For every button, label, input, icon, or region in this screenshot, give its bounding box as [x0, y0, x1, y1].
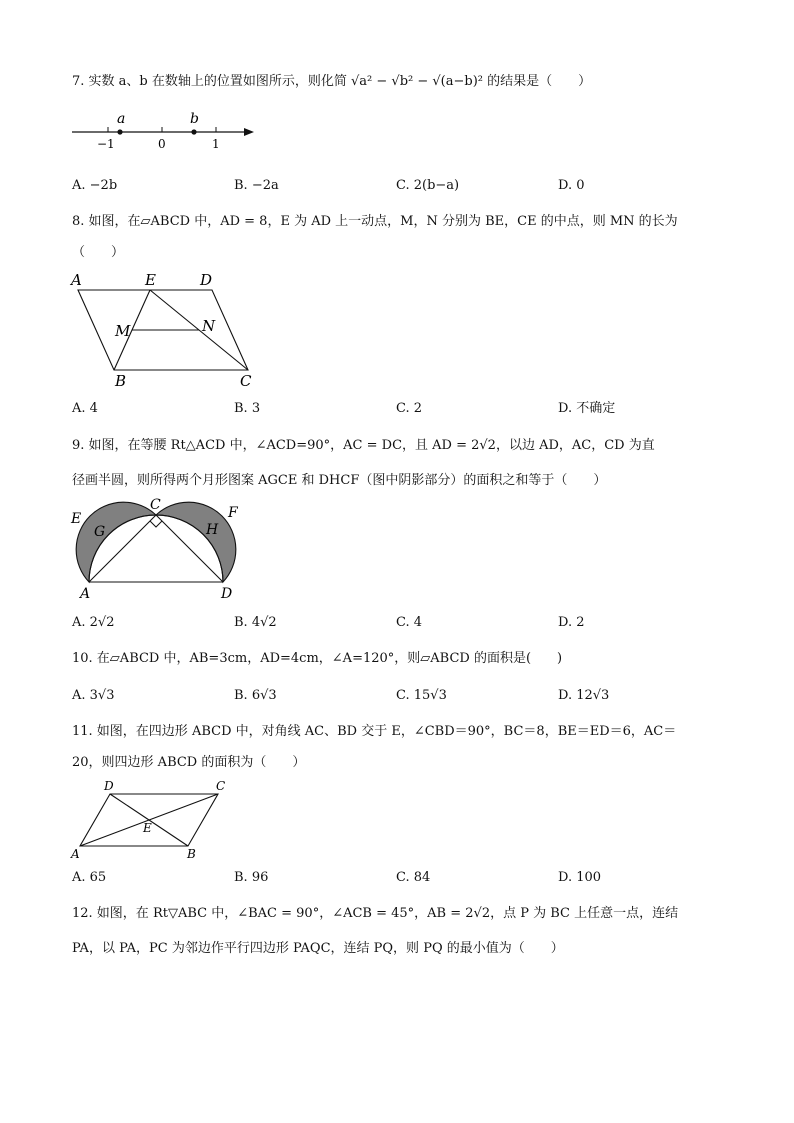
q7-stem: 7. 实数 a、b 在数轴上的位置如图所示，则化简 √a² − √b² − √(a−b)² 的结果是（ ）	[72, 74, 592, 89]
q10-stem: 10. 在▱ABCD 中，AB=3cm，AD=4cm，∠A=120°，则▱ABCD 的面积是( )	[72, 651, 563, 666]
svg-text:A: A	[80, 586, 91, 602]
q10-option-d[interactable]: D. 12√3	[558, 688, 610, 703]
q8-stem-line2: （ ）	[72, 245, 125, 260]
svg-text:C: C	[216, 779, 226, 793]
tick-label-minus1: −1	[97, 137, 115, 151]
q11-stem-line2: 20，则四边形 ABCD 的面积为（ ）	[72, 755, 306, 770]
q9-option-b[interactable]: B. 4√2	[234, 615, 277, 630]
q9-stem-line1: 9. 如图，在等腰 Rt△ACD 中，∠ACD=90°，AC = DC，且 AD = 2√2，以边 AD，AC，CD 为直	[72, 438, 655, 453]
q7-option-b[interactable]: B. −2a	[234, 178, 279, 193]
tick-label-1: 1	[212, 137, 220, 151]
svg-text:A: A	[71, 847, 80, 861]
svg-text:D: D	[221, 586, 233, 602]
q10-option-b[interactable]: B. 6√3	[234, 688, 277, 703]
q9-lune-figure	[66, 494, 256, 604]
q8-parallelogram-figure	[68, 268, 268, 393]
svg-text:M: M	[115, 322, 131, 340]
svg-text:N: N	[202, 317, 216, 335]
q11-option-a[interactable]: A. 65	[72, 870, 107, 885]
svg-text:B: B	[187, 847, 196, 861]
q10-option-a[interactable]: A. 3√3	[72, 688, 115, 703]
point-b	[191, 129, 196, 134]
svg-text:E: E	[143, 821, 152, 835]
svg-text:B: B	[115, 372, 127, 390]
q12-stem-line1: 12. 如图，在 Rt▽ABC 中，∠BAC = 90°，∠ACB = 45°，AB = 2√2，点 P 为 BC 上任意一点，连结	[72, 906, 679, 921]
q9-option-a[interactable]: A. 2√2	[72, 615, 115, 630]
label-b: b	[190, 111, 199, 127]
q9-option-d[interactable]: D. 2	[558, 615, 585, 630]
svg-text:D: D	[104, 779, 114, 793]
q10-option-c[interactable]: C. 15√3	[396, 688, 447, 703]
q8-option-b[interactable]: B. 3	[234, 401, 261, 416]
q9-stem-line2: 径画半圆，则所得两个月形图案 AGCE 和 DHCF（图中阴影部分）的面积之和等于（ ）	[72, 473, 607, 488]
q9-option-c[interactable]: C. 4	[396, 615, 423, 630]
svg-text:E: E	[145, 271, 156, 289]
q8-option-d[interactable]: D. 不确定	[558, 401, 616, 416]
q11-option-c[interactable]: C. 84	[396, 870, 431, 885]
svg-text:D: D	[200, 271, 213, 289]
svg-text:C: C	[240, 372, 252, 390]
q7-option-c[interactable]: C. 2(b−a)	[396, 178, 460, 193]
q7-number-line	[68, 110, 263, 155]
q11-quadrilateral-figure	[66, 776, 246, 862]
svg-text:C: C	[150, 497, 161, 513]
q11-option-d[interactable]: D. 100	[558, 870, 602, 885]
svg-text:A: A	[71, 271, 82, 289]
q8-stem-line1: 8. 如图，在▱ABCD 中，AD = 8，E 为 AD 上一动点，M，N 分别为 BE，CE 的中点，则 MN 的长为	[72, 214, 678, 229]
q11-stem-line1: 11. 如图，在四边形 ABCD 中，对角线 AC、BD 交于 E，∠CBD＝90°，BC＝8，BE＝ED＝6，AC＝	[72, 724, 677, 739]
q12-stem-line2: PA，以 PA，PC 为邻边作平行四边形 PAQC，连结 PQ，则 PQ 的最小值为（ ）	[72, 941, 564, 956]
q7-option-d[interactable]: D. 0	[558, 178, 585, 193]
q11-option-b[interactable]: B. 96	[234, 870, 269, 885]
q8-option-a[interactable]: A. 4	[72, 401, 98, 416]
svg-text:F: F	[228, 505, 238, 521]
svg-text:H: H	[206, 522, 219, 538]
label-a: a	[117, 111, 126, 127]
q7-option-a[interactable]: A. −2b	[72, 178, 118, 193]
point-a	[117, 129, 122, 134]
svg-text:G: G	[94, 524, 106, 540]
svg-text:E: E	[71, 511, 82, 527]
tick-label-0: 0	[158, 137, 166, 151]
q8-option-c[interactable]: C. 2	[396, 401, 423, 416]
